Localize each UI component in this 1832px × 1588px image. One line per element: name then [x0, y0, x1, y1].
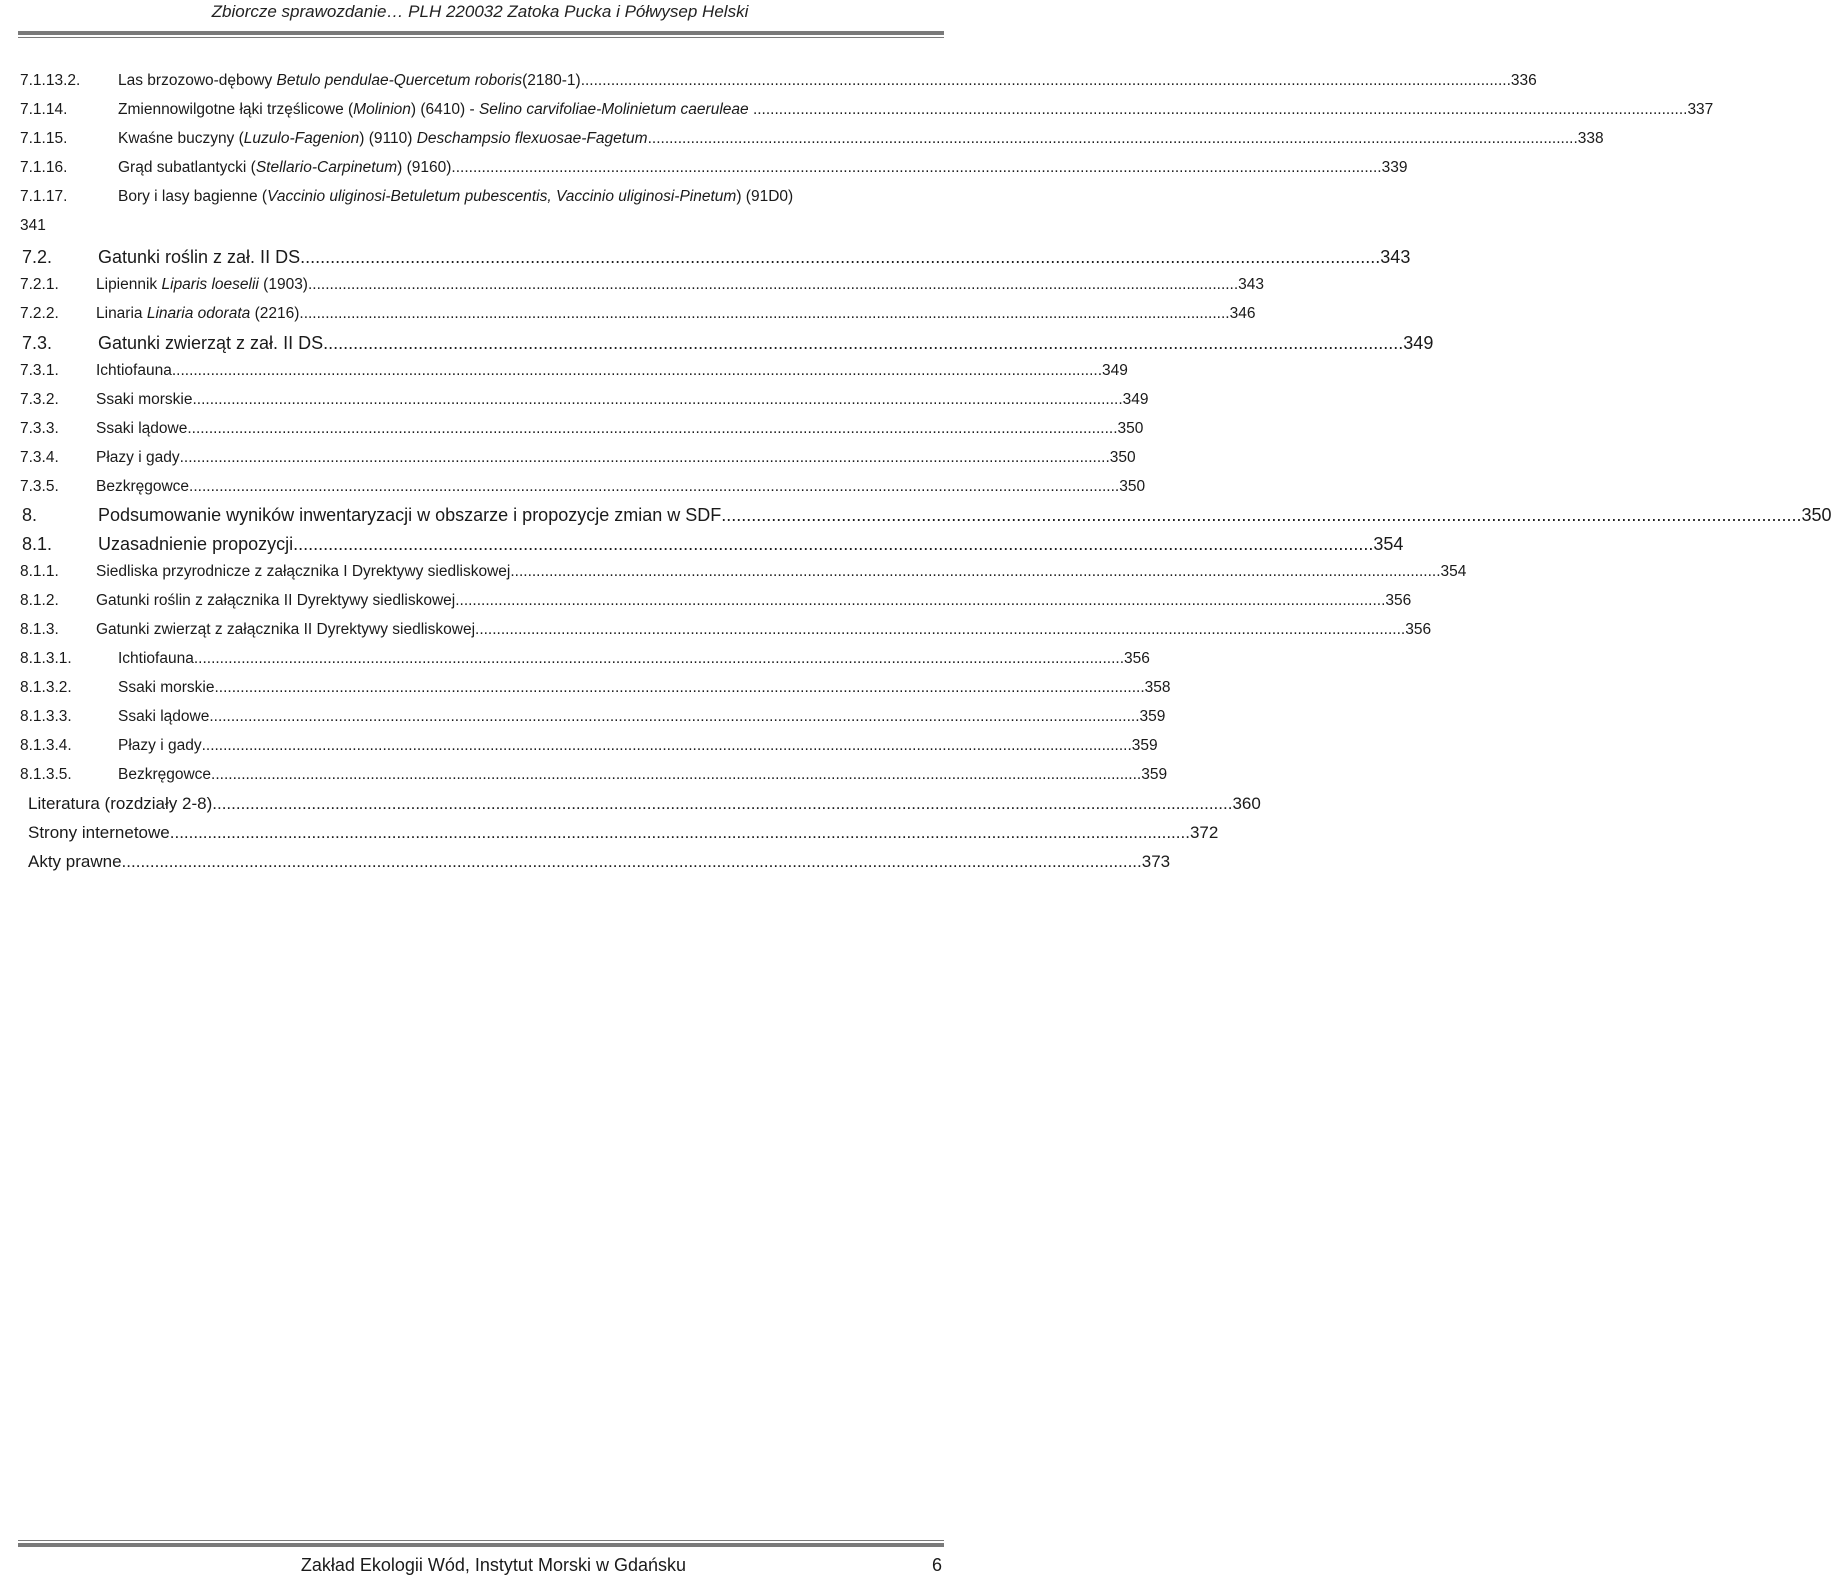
toc-entry-page: 359: [1131, 737, 1158, 754]
toc-entry-title: [118, 72, 581, 90]
toc-entry-number: 7.3.4.: [20, 449, 59, 466]
toc-entry-page: 339: [1381, 159, 1408, 176]
toc-entry-number: 7.3.2.: [20, 391, 59, 408]
toc-entry-page: 349: [1403, 333, 1434, 353]
toc-entry-page: 356: [1405, 621, 1432, 638]
toc-entry-number: 7.3.: [22, 333, 53, 353]
toc-entry-number: 8.1.3.2.: [20, 679, 72, 696]
toc-entry-page: 349: [1122, 391, 1149, 408]
toc-entry-title-text: Płazy i gady: [96, 449, 180, 466]
toc-entry-title-italic: Vaccinio uliginosi-Betuletum pubescentis, Vaccinio uliginosi-Pinetum: [267, 188, 737, 205]
toc-entry-title: [96, 391, 192, 409]
toc-entry-leader: [122, 852, 1142, 872]
toc-entry-page: 350: [1117, 420, 1144, 437]
toc-entry[interactable]: [20, 449, 1136, 467]
toc-entry-title: [98, 534, 293, 555]
page-header: Zbiorcze sprawozdanie… PLH 220032 Zatoka Pucka i Półwysep Helski: [211, 2, 749, 21]
toc-entry-title-text: Ssaki morskie: [96, 391, 193, 408]
toc-entry-leader: [212, 794, 1232, 814]
toc-entry[interactable]: [20, 563, 1467, 581]
toc-entry[interactable]: [22, 534, 1404, 555]
toc-entry-number: 8.1.1.: [20, 563, 59, 580]
toc-entry-leader: [172, 362, 1102, 380]
toc-entry-leader: [581, 72, 1511, 90]
toc-entry-page: 354: [1373, 534, 1404, 554]
toc-entry-title-text: Kwaśne buczyny (: [118, 130, 244, 147]
toc-entry-number: 7.1.15.: [20, 130, 68, 147]
header-rule: [18, 31, 944, 35]
toc-entry-title-text: Akty prawne: [28, 852, 122, 871]
toc-entry-leader: [293, 534, 1373, 555]
toc-entry-page: 354: [1440, 563, 1467, 580]
toc-entry-leader: [757, 101, 1687, 119]
toc-entry-number: 7.1.16.: [20, 159, 68, 176]
toc-entry-title-text: Zmiennowilgotne łąki trzęślicowe (: [118, 101, 354, 118]
toc-entry-title-italic: Stellario-Carpinetum: [255, 159, 398, 176]
toc-entry-title-text: Grąd subatlantycki (: [118, 159, 256, 176]
toc-entry-title: [98, 505, 721, 526]
footer-institution: Zakład Ekologii Wód, Instytut Morski w Gdańsku: [300, 1555, 686, 1575]
toc-entry-page: 359: [1139, 708, 1166, 725]
toc-entry-title-text: .: [752, 101, 758, 118]
toc-entry-title-italic: Molinion: [353, 101, 411, 118]
toc-entry-title: [96, 621, 475, 639]
toc-entry-title-text: Ssaki lądowe: [118, 708, 210, 725]
toc-entry[interactable]: [20, 478, 1146, 496]
toc-entry-number: 7.3.5.: [20, 478, 59, 495]
toc-entry-title-text: Las brzozowo-dębowy: [118, 72, 277, 89]
toc-entry-title: [98, 333, 323, 354]
toc-entry-leader: [214, 679, 1144, 697]
toc-entry-title-text: Literatura (rozdziały 2-8): [28, 794, 213, 813]
toc-entry-number: 8.1.3.3.: [20, 708, 72, 725]
toc-entry-page: 337: [1687, 101, 1714, 118]
toc-entry-title: [118, 101, 757, 119]
toc-entry-title-text: Lipiennik: [96, 276, 162, 293]
toc-entry[interactable]: [20, 188, 793, 206]
toc-entry-number: 7.2.2.: [20, 305, 59, 322]
toc-entry-title-italic: Deschampsio flexuosae-Fagetum: [416, 130, 648, 147]
toc-entry-title-italic: Luzulo-Fagenion: [243, 130, 360, 147]
toc-entry-page: 372: [1189, 823, 1219, 842]
toc-entry[interactable]: [20, 679, 1171, 697]
toc-entry[interactable]: [20, 592, 1412, 610]
toc-entry[interactable]: [20, 650, 1150, 668]
toc-entry-title-text: Gatunki roślin z załącznika II Dyrektywy siedliskowej: [96, 592, 456, 609]
toc-entry-title: [96, 305, 299, 323]
toc-entry-title-text: ) (6410) -: [410, 101, 479, 118]
toc-entry[interactable]: [20, 72, 1537, 90]
toc-entry-title: [118, 708, 209, 726]
toc-entry-title-italic: Linaria odorata: [146, 305, 251, 322]
toc-entry-title-text: Siedliska przyrodnicze z załącznika I Dyrektywy siedliskowej: [96, 563, 511, 580]
toc-entry-page: 360: [1232, 794, 1261, 813]
toc-entry-title: [96, 420, 187, 438]
toc-entry-leader: [299, 305, 1229, 323]
toc-entry[interactable]: [22, 247, 1411, 268]
toc-entry-leader: [455, 592, 1385, 610]
toc-entry[interactable]: [20, 766, 1168, 784]
toc-entry-title-text: Ichtiofauna: [96, 362, 172, 379]
toc-entry-number: 7.2.: [22, 247, 53, 267]
toc-entry-page: 341: [20, 217, 46, 234]
toc-entry-title-italic: Selino carvifoliae-Molinietum caeruleae: [478, 101, 753, 118]
toc-entry-title-text: Linaria: [96, 305, 147, 322]
toc-entry[interactable]: [28, 794, 1261, 814]
toc-entry-number: 7.3.3.: [20, 420, 59, 437]
toc-entry-title-text: Strony internetowe: [28, 823, 170, 842]
toc-entry-title: [118, 130, 648, 148]
toc-entry-page: 336: [1510, 72, 1537, 89]
toc-entry-title-text: Bory i lasy bagienne (: [118, 188, 268, 205]
toc-entry-leader: [192, 391, 1122, 409]
toc-entry-title: [28, 852, 122, 872]
toc-entry-title-text: Ssaki morskie: [118, 679, 215, 696]
toc-entry[interactable]: [20, 391, 1149, 409]
toc-entry-leader: [510, 563, 1440, 581]
toc-entry-title-text: Płazy i gady: [118, 737, 202, 754]
toc-entry-title-text: Uzasadnienie propozycji: [98, 534, 294, 554]
toc-entry-title: [118, 188, 793, 206]
toc-entry-leader: [323, 333, 1403, 354]
toc-entry-page: 343: [1238, 276, 1265, 293]
toc-entry-title-text: Podsumowanie wyników inwentaryzacji w obszarze i propozycje zmian w SDF: [98, 505, 722, 525]
toc-entry-title-text: Ichtiofauna: [118, 650, 194, 667]
toc-entry-number: 8.1.3.4.: [20, 737, 72, 754]
toc-entry-leader: [180, 449, 1110, 467]
toc-entry[interactable]: [28, 823, 1219, 843]
toc-entry-page: 338: [1577, 130, 1604, 147]
toc-entry-page: 349: [1102, 362, 1128, 379]
toc-entry[interactable]: [20, 276, 1265, 294]
toc-entry-title: [28, 794, 212, 814]
toc-entry[interactable]: [20, 130, 1604, 148]
toc-entry-title-italic: Liparis loeselii: [161, 276, 259, 293]
toc-entry-title-text: Gatunki zwierząt z załącznika II Dyrektywy siedliskowej: [96, 621, 476, 638]
toc-entry-title-text: (2180-1): [522, 72, 581, 89]
toc-entry-leader: [721, 505, 1801, 526]
toc-entry-number: 7.1.14.: [20, 101, 68, 118]
toc-entry-page: 343: [1380, 247, 1411, 267]
toc-entry-title-text: Bezkręgowce: [118, 766, 212, 783]
toc-entry-title: [96, 478, 189, 496]
toc-entry-number: 7.3.1.: [20, 362, 59, 379]
toc-entry-page: 359: [1141, 766, 1168, 783]
toc-entry-leader: [648, 130, 1578, 148]
toc-entry-leader: [194, 650, 1124, 668]
toc-entry-title: [96, 276, 308, 294]
toc-entry[interactable]: [20, 362, 1128, 380]
toc-entry-number: 8.1.3.5.: [20, 766, 72, 783]
toc-entry[interactable]: [28, 852, 1171, 872]
toc-entry-title-text: Bezkręgowce: [96, 478, 190, 495]
toc-entry[interactable]: [20, 159, 1408, 177]
toc-entry-number: 8.1.3.: [20, 621, 59, 638]
header-rule-thin: [18, 37, 944, 38]
toc-entry-leader: [300, 247, 1380, 268]
toc-entry-title: [28, 823, 170, 843]
toc-entry-title: [96, 592, 455, 610]
toc-entry-title: [96, 362, 172, 380]
toc-entry-number: 8.1.3.1.: [20, 650, 72, 667]
toc-entry-title-text: Ssaki lądowe: [96, 420, 188, 437]
footer-rule: [18, 1543, 944, 1547]
toc-entry-leader: [211, 766, 1141, 784]
toc-entry-number: 8.1.2.: [20, 592, 59, 609]
toc-entry-leader: [209, 708, 1139, 726]
toc-entry-page: 358: [1144, 679, 1171, 696]
footer-page-number: 6: [931, 1555, 942, 1575]
toc-entry-leader: [475, 621, 1405, 639]
toc-entry-title-text: (1903): [258, 276, 308, 293]
toc-entry-page: 346: [1229, 305, 1256, 322]
toc-entry-page: 356: [1385, 592, 1412, 609]
toc-entry-page: 350: [1109, 449, 1136, 466]
toc-entry-number: 8.: [22, 505, 38, 525]
toc-entry-title: [118, 737, 202, 755]
toc-entry-title-text: (2216): [250, 305, 300, 322]
toc-entry-page: 356: [1124, 650, 1150, 667]
toc-entry-page: 350: [1119, 478, 1146, 495]
toc-entry[interactable]: [20, 420, 1144, 438]
toc-entry-title-italic: Betulo pendulae-Quercetum roboris: [276, 72, 523, 89]
toc-entry-leader: [308, 276, 1238, 294]
toc-entry-page: 373: [1141, 852, 1171, 871]
toc-entry[interactable]: [20, 737, 1158, 755]
toc-entry-number: 7.2.1.: [20, 276, 59, 293]
toc-entry-title-text: Gatunki zwierząt z zał. II DS: [98, 333, 324, 353]
toc-entry-title: [118, 766, 211, 784]
toc-entry-title-text: ) (9110): [359, 130, 417, 147]
toc-entry-title: [96, 563, 510, 581]
toc-entry[interactable]: [20, 101, 1714, 119]
toc-entry-title: [118, 650, 194, 668]
toc-entry[interactable]: [22, 333, 1434, 354]
toc-entry-title: [96, 449, 180, 467]
toc-entry-title: [118, 679, 214, 697]
toc-entry-title: [98, 247, 300, 268]
toc-entry-leader: [451, 159, 1381, 177]
toc-entry-leader: [170, 823, 1190, 843]
toc-entry[interactable]: [20, 621, 1432, 639]
toc-entry-page: 350: [1801, 505, 1832, 525]
toc-entry-number: 7.1.13.2.: [20, 72, 81, 89]
toc-entry-title-text: ) (91D0): [736, 188, 794, 205]
toc-entry[interactable]: [20, 708, 1166, 726]
toc-entry-title-text: ) (9160): [397, 159, 452, 176]
toc-entry-leader: [187, 420, 1117, 438]
toc-entry-title: [118, 159, 451, 177]
toc-entry[interactable]: [20, 305, 1256, 323]
toc-entry-number: 8.1.: [22, 534, 53, 554]
toc-entry-leader: [189, 478, 1119, 496]
footer-rule-thin: [18, 1540, 944, 1541]
toc-entry-number: 7.1.17.: [20, 188, 68, 205]
toc-entry-title-text: Gatunki roślin z zał. II DS: [98, 247, 301, 267]
toc-entry-leader: [202, 737, 1132, 755]
toc-entry[interactable]: [22, 505, 1832, 526]
